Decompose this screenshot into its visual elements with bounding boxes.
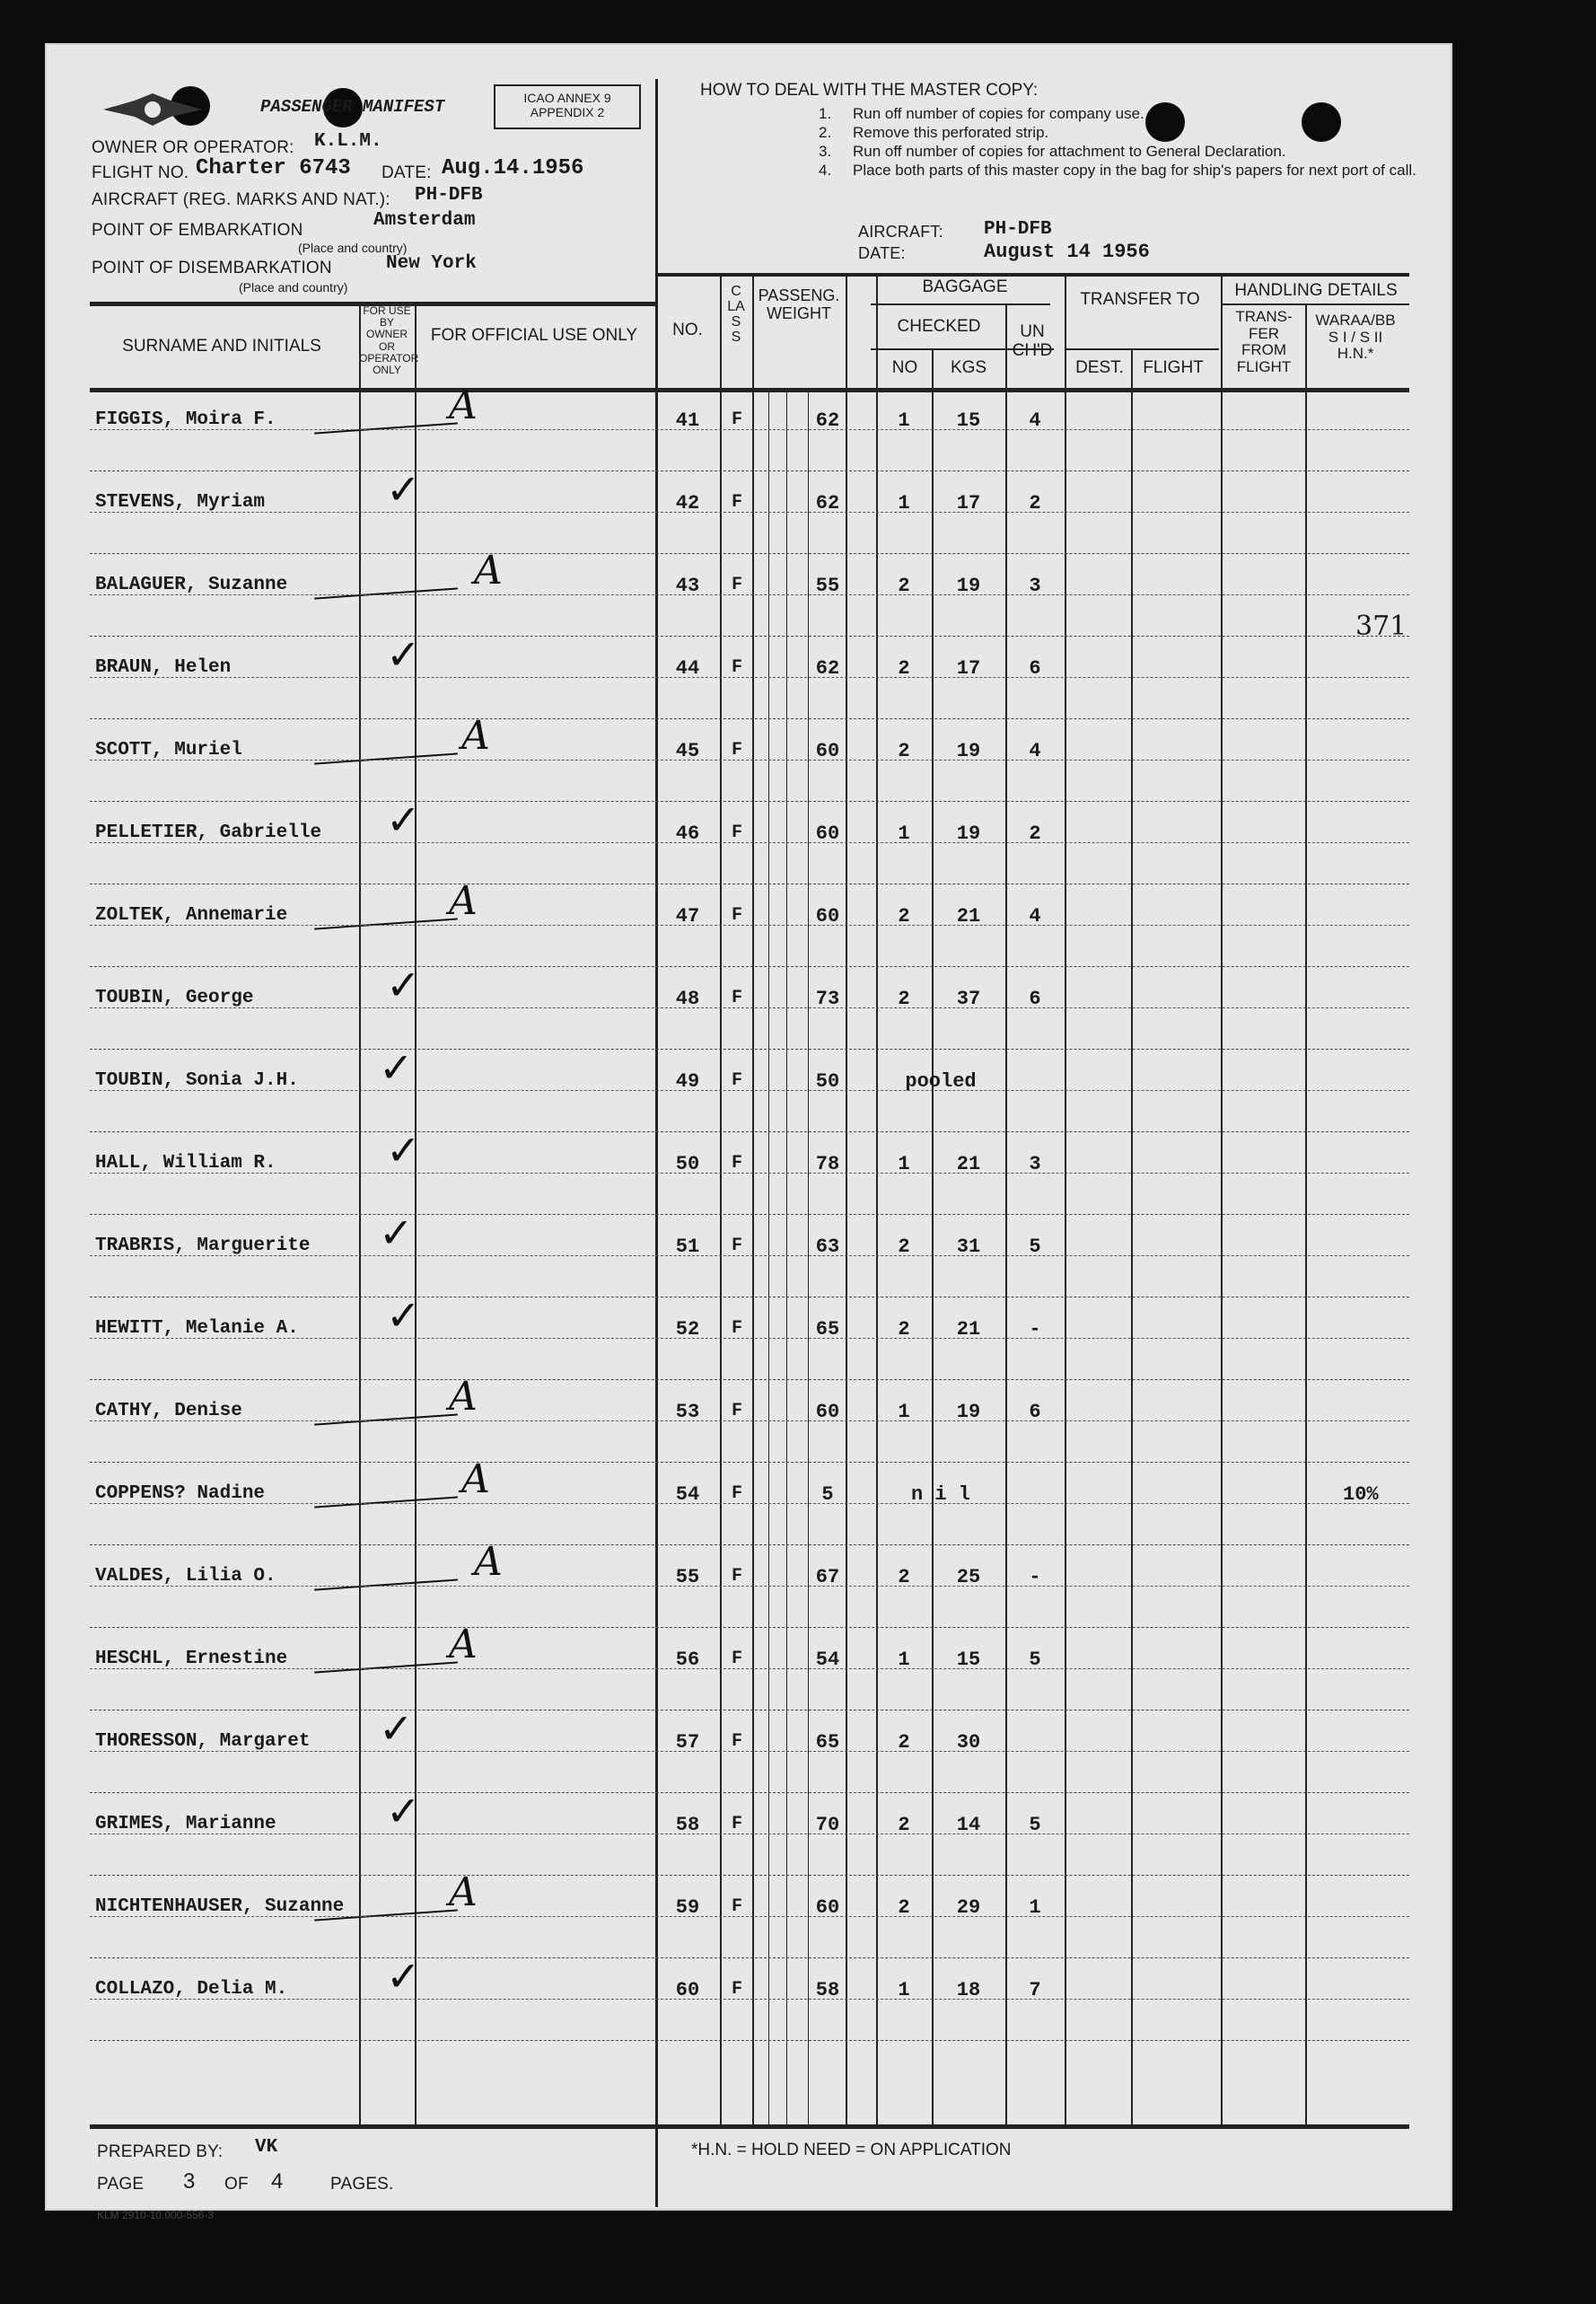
date-value: Aug.14.1956	[442, 156, 584, 180]
passenger-name: HEWITT, Melanie A.	[95, 1318, 299, 1339]
check-mark: ✓	[386, 1787, 421, 1835]
passenger-name: BALAGUER, Suzanne	[95, 575, 288, 595]
row-divider	[90, 1999, 1409, 2000]
col-waraa: WARAA/BB S I / S II H.N.*	[1315, 312, 1396, 363]
form-title: PASSENGER MANIFEST	[260, 97, 445, 117]
col-no: NO.	[672, 321, 703, 339]
passenger-weight: 55	[815, 575, 840, 597]
passenger-class: F	[731, 1401, 742, 1421]
baggage-unchecked: 3	[1029, 575, 1041, 597]
baggage-count: 1	[898, 822, 910, 845]
baggage-count: 2	[898, 740, 910, 762]
col-line	[786, 388, 787, 2124]
passenger-class: F	[731, 1814, 742, 1834]
passenger-no: 42	[675, 492, 700, 514]
baggage-count: 2	[898, 1896, 910, 1919]
check-mark: ✓	[386, 1952, 421, 2001]
baggage-count: 2	[898, 988, 910, 1010]
row-divider	[90, 1544, 1409, 1545]
official-mark-a: A	[474, 548, 503, 594]
form-code: KLM 2910-10.000-556-3	[97, 2209, 215, 2221]
col-class: CLASS	[727, 284, 745, 345]
baggage-unchecked: 5	[1029, 1236, 1041, 1258]
disembark-value: New York	[386, 253, 477, 274]
col-line	[808, 388, 809, 2124]
pen-stroke	[314, 1496, 458, 1508]
baggage-kgs: 21	[956, 1318, 981, 1341]
of-label: OF	[224, 2175, 249, 2194]
col-line	[846, 273, 847, 2124]
passenger-class: F	[731, 1649, 742, 1669]
baggage-unchecked: 6	[1029, 1401, 1041, 1423]
passenger-name: HESCHL, Ernestine	[95, 1649, 288, 1669]
col-line	[1131, 348, 1133, 2124]
passenger-weight: 60	[815, 905, 840, 928]
baggage-unchecked: 3	[1029, 1153, 1041, 1175]
row-divider	[90, 801, 1409, 802]
check-mark: ✓	[386, 796, 421, 844]
passenger-no: 56	[675, 1649, 700, 1671]
passenger-name: TRABRIS, Marguerite	[95, 1236, 311, 1256]
instruction-text: Place both parts of this master copy in the bag for ship's papers for next port of call.	[853, 162, 1416, 179]
passenger-weight: 60	[815, 1896, 840, 1919]
pen-stroke	[314, 918, 458, 929]
col-owner-use: FOR USE BY OWNER OR OPERATOR ONLY	[359, 304, 419, 376]
icao-line: APPENDIX 2	[530, 105, 605, 119]
baggage-count: 2	[898, 1236, 910, 1258]
passenger-weight: 67	[815, 1566, 840, 1588]
instr-date-value: August 14 1956	[984, 241, 1150, 263]
official-mark-a: A	[461, 713, 490, 759]
baggage-count: 2	[898, 1814, 910, 1836]
baggage-unchecked: 5	[1029, 1649, 1041, 1671]
instruction-item: 3. Run off number of copies for attachment to General Declaration.	[819, 143, 1286, 160]
rule	[90, 2124, 1409, 2129]
col-line	[752, 273, 754, 2124]
passenger-weight: 50	[815, 1070, 840, 1093]
baggage-unchecked: 7	[1029, 1979, 1041, 2001]
passenger-no: 41	[675, 409, 700, 432]
passenger-class: F	[731, 575, 742, 595]
instruction-item: 1. Run off number of copies for company use.	[819, 105, 1144, 122]
passenger-no: 57	[675, 1731, 700, 1754]
passenger-name: COPPENS? Nadine	[95, 1483, 266, 1504]
instructions-list	[819, 104, 1447, 180]
passenger-no: 52	[675, 1318, 700, 1341]
col-flight: FLIGHT	[1143, 358, 1204, 377]
pen-stroke	[314, 587, 458, 599]
col-baggage: BAGGAGE	[922, 277, 1008, 296]
passenger-class: F	[731, 1318, 742, 1339]
instruction-text: Run off number of copies for company use.	[853, 105, 1144, 122]
rule	[1223, 303, 1409, 305]
pen-stroke	[314, 422, 458, 434]
baggage-unchecked: -	[1029, 1566, 1041, 1588]
disembark-label: POINT OF DISEMBARKATION	[92, 259, 332, 277]
col-line	[1221, 273, 1223, 2124]
instr-aircraft-label: AIRCRAFT:	[858, 223, 943, 241]
passenger-class: F	[731, 1236, 742, 1256]
passenger-name: GRIMES, Marianne	[95, 1814, 276, 1834]
row-divider	[90, 512, 1409, 513]
prepared-label: PREPARED BY:	[97, 2142, 224, 2161]
passenger-weight: 65	[815, 1318, 840, 1341]
owner-label: OWNER OR OPERATOR:	[92, 138, 294, 157]
row-divider	[90, 1420, 1409, 1421]
aircraft-label: AIRCRAFT (REG. MARKS AND NAT.):	[92, 190, 390, 209]
rule	[871, 348, 1054, 350]
passenger-class: F	[731, 1070, 742, 1091]
passenger-name: CATHY, Denise	[95, 1401, 242, 1421]
manifest-sheet	[45, 43, 1452, 2221]
passenger-class: F	[731, 1153, 742, 1174]
official-mark-a: A	[449, 1374, 478, 1420]
row-divider	[90, 842, 1409, 843]
baggage-count: 2	[898, 1731, 910, 1754]
pages-label: PAGES.	[330, 2175, 394, 2194]
passenger-name: COLLAZO, Delia M.	[95, 1979, 288, 2000]
baggage-kgs: 14	[956, 1814, 981, 1836]
row-divider	[90, 718, 1409, 719]
instruction-text: Run off number of copies for attachment to General Declaration.	[853, 143, 1286, 160]
row-divider	[90, 1379, 1409, 1380]
row-divider	[90, 1214, 1409, 1215]
official-mark-a: A	[449, 1869, 478, 1915]
baggage-kgs: 21	[956, 905, 981, 928]
col-unchd: UN CH'D	[1012, 322, 1053, 360]
row-divider	[90, 1255, 1409, 1256]
rule	[655, 273, 1409, 277]
passenger-weight: 62	[815, 492, 840, 514]
baggage-unchecked: 4	[1029, 740, 1041, 762]
passenger-class: F	[731, 905, 742, 926]
klm-logo-icon	[99, 90, 206, 129]
passenger-no: 43	[675, 575, 700, 597]
passenger-name: HALL, William R.	[95, 1153, 276, 1174]
passenger-class: F	[731, 409, 742, 430]
page-label: PAGE	[97, 2175, 145, 2194]
row-divider	[90, 553, 1409, 554]
row-divider	[90, 1338, 1409, 1339]
row-divider	[90, 1049, 1409, 1050]
icao-line: ICAO ANNEX 9	[523, 91, 611, 105]
baggage-count: 1	[898, 1649, 910, 1671]
flight-value: Charter 6743	[196, 156, 351, 180]
row-divider	[90, 760, 1409, 761]
baggage-kgs: 19	[956, 822, 981, 845]
baggage-kgs: 15	[956, 1649, 981, 1671]
baggage-count: 1	[898, 409, 910, 432]
row-divider	[90, 925, 1409, 926]
passenger-name: VALDES, Lilia O.	[95, 1566, 276, 1587]
passenger-no: 49	[675, 1070, 700, 1093]
baggage-kgs: 31	[956, 1236, 981, 1258]
row-divider	[90, 1007, 1409, 1008]
col-line	[720, 273, 722, 2124]
col-line	[876, 273, 878, 2124]
row-divider	[90, 1916, 1409, 1917]
passenger-name: NICHTENHAUSER, Suzanne	[95, 1896, 345, 1917]
col-line	[1065, 273, 1066, 2124]
pen-stroke	[314, 1661, 458, 1673]
passenger-no: 46	[675, 822, 700, 845]
col-line	[768, 388, 769, 2124]
row-divider	[90, 1586, 1409, 1587]
baggage-count: 1	[898, 1979, 910, 2001]
baggage-unchecked: 6	[1029, 988, 1041, 1010]
row-divider	[90, 594, 1409, 595]
check-mark: ✓	[379, 1043, 414, 1092]
baggage-kgs: 37	[956, 988, 981, 1010]
pen-stroke	[314, 1579, 458, 1590]
row-divider	[90, 677, 1409, 678]
passenger-class: F	[731, 740, 742, 761]
passenger-weight: 65	[815, 1731, 840, 1754]
check-mark: ✓	[379, 1704, 414, 1753]
col-transfer: TRANSFER TO	[1080, 290, 1200, 309]
passenger-name: BRAUN, Helen	[95, 657, 232, 678]
baggage-count: 1	[898, 492, 910, 514]
col-bag-no: NO	[891, 358, 918, 377]
baggage-kgs: 19	[956, 575, 981, 597]
passenger-class: F	[731, 657, 742, 678]
row-divider	[90, 1462, 1409, 1463]
baggage-kgs: 18	[956, 1979, 981, 2001]
passenger-no: 55	[675, 1566, 700, 1588]
instructions-title: HOW TO DEAL WITH THE MASTER COPY:	[700, 81, 1039, 100]
instruction-item: 2. Remove this perforated strip.	[819, 124, 1049, 141]
passenger-weight: 78	[815, 1153, 840, 1175]
pen-stroke	[314, 752, 458, 764]
passenger-no: 44	[675, 657, 700, 680]
col-handling: HANDLING DETAILS	[1234, 281, 1398, 300]
passenger-name: TOUBIN, George	[95, 988, 254, 1008]
check-mark: ✓	[386, 1126, 421, 1174]
col-line	[415, 302, 417, 2124]
passenger-no: 58	[675, 1814, 700, 1836]
owner-value: K.L.M.	[314, 131, 382, 152]
passenger-name: FIGGIS, Moira F.	[95, 409, 276, 430]
passenger-name: TOUBIN, Sonia J.H.	[95, 1070, 299, 1091]
row-divider	[90, 1957, 1409, 1958]
check-mark: ✓	[386, 465, 421, 514]
instr-aircraft-value: PH-DFB	[984, 219, 1052, 240]
baggage-count: 2	[898, 1318, 910, 1341]
passenger-weight: 70	[815, 1814, 840, 1836]
passenger-no: 45	[675, 740, 700, 762]
check-mark: ✓	[386, 1291, 421, 1340]
row-divider	[90, 2040, 1409, 2041]
hn-note: *H.N. = HOLD NEED = ON APPLICATION	[691, 2141, 1012, 2159]
baggage-kgs: 19	[956, 1401, 981, 1423]
col-surname: SURNAME AND INITIALS	[122, 337, 321, 356]
passenger-weight: 60	[815, 740, 840, 762]
baggage-unchecked: 4	[1029, 905, 1041, 928]
perforation-line	[655, 79, 658, 2207]
check-mark: ✓	[379, 1209, 414, 1257]
passenger-no: 48	[675, 988, 700, 1010]
row-divider	[90, 1751, 1409, 1752]
baggage-kgs: 30	[956, 1731, 981, 1754]
passenger-class: F	[731, 1896, 742, 1917]
baggage-count: n i l	[910, 1483, 970, 1506]
row-divider	[90, 1131, 1409, 1132]
row-divider	[90, 429, 1409, 430]
baggage-count: 2	[898, 575, 910, 597]
handling-note: 371	[1355, 611, 1407, 642]
baggage-kgs: 25	[956, 1566, 981, 1588]
passenger-no: 53	[675, 1401, 700, 1423]
passenger-class: F	[731, 1566, 742, 1587]
passenger-weight: 60	[815, 822, 840, 845]
passenger-weight: 5	[821, 1483, 834, 1506]
row-divider	[90, 1875, 1409, 1876]
baggage-kgs: 17	[956, 657, 981, 680]
baggage-unchecked: 5	[1029, 1814, 1041, 1836]
passenger-no: 51	[675, 1236, 700, 1258]
baggage-kgs: 29	[956, 1896, 981, 1919]
row-divider	[90, 1503, 1409, 1504]
passenger-no: 59	[675, 1896, 700, 1919]
aircraft-value: PH-DFB	[415, 185, 483, 206]
passenger-name: SCOTT, Muriel	[95, 740, 242, 761]
baggage-kgs: 21	[956, 1153, 981, 1175]
col-official-use: FOR OFFICIAL USE ONLY	[430, 326, 638, 345]
passenger-no: 47	[675, 905, 700, 928]
passenger-name: STEVENS, Myriam	[95, 492, 266, 513]
passenger-class: F	[731, 1731, 742, 1752]
passenger-name: THORESSON, Margaret	[95, 1731, 311, 1752]
passenger-name: PELLETIER, Gabrielle	[95, 822, 322, 843]
prepared-value: VK	[255, 2137, 278, 2158]
row-divider	[90, 1627, 1409, 1628]
col-checked: CHECKED	[897, 317, 981, 336]
passenger-weight: 62	[815, 657, 840, 680]
passenger-name: ZOLTEK, Annemarie	[95, 905, 288, 926]
passenger-weight: 63	[815, 1236, 840, 1258]
baggage-unchecked: 6	[1029, 657, 1041, 680]
place-note: (Place and country)	[239, 280, 348, 295]
embark-label: POINT OF EMBARKATION	[92, 221, 303, 240]
official-mark-a: A	[461, 1456, 490, 1502]
col-kgs: KGS	[950, 358, 987, 377]
col-dest: DEST.	[1075, 358, 1124, 377]
col-transfer-from: TRANS- FER FROM FLIGHT	[1235, 308, 1293, 376]
baggage-unchecked: 2	[1029, 492, 1041, 514]
icao-box	[494, 84, 641, 129]
rule	[871, 303, 1050, 305]
official-mark-a: A	[449, 383, 478, 428]
row-divider	[90, 1090, 1409, 1091]
instr-date-label: DATE:	[858, 244, 906, 262]
passenger-weight: 60	[815, 1401, 840, 1423]
of-value: 4	[271, 2169, 284, 2194]
flight-label: FLIGHT NO.	[92, 163, 189, 182]
baggage-count: 1	[898, 1153, 910, 1175]
baggage-unchecked: -	[1029, 1318, 1041, 1341]
row-divider	[90, 470, 1409, 471]
passenger-class: F	[731, 1979, 742, 2000]
baggage-unchecked: 2	[1029, 822, 1041, 845]
embark-value: Amsterdam	[373, 210, 476, 231]
passenger-no: 50	[675, 1153, 700, 1175]
baggage-kgs: 19	[956, 740, 981, 762]
passenger-class: F	[731, 988, 742, 1008]
official-mark-a: A	[474, 1539, 503, 1585]
baggage-kgs: 15	[956, 409, 981, 432]
baggage-count: 2	[898, 1566, 910, 1588]
rule	[1065, 348, 1219, 350]
passenger-weight: 62	[815, 409, 840, 432]
baggage-count: 2	[898, 905, 910, 928]
row-divider	[90, 1792, 1409, 1793]
baggage-count: pooled	[905, 1070, 977, 1093]
passenger-weight: 73	[815, 988, 840, 1010]
check-mark: ✓	[386, 630, 421, 679]
instruction-item: 4. Place both parts of this master copy in the bag for ship's papers for next port of call.	[819, 162, 1416, 179]
pen-stroke	[314, 1413, 458, 1425]
passenger-no: 60	[675, 1979, 700, 2001]
row-divider	[90, 966, 1409, 967]
baggage-kgs: 17	[956, 492, 981, 514]
check-mark: ✓	[386, 961, 421, 1009]
rule	[90, 388, 1409, 392]
instruction-text: Remove this perforated strip.	[853, 124, 1049, 141]
col-weight: PASSENG. WEIGHT	[758, 286, 840, 322]
passenger-class: F	[731, 1483, 742, 1504]
row-divider	[90, 636, 1409, 637]
passenger-weight: 58	[815, 1979, 840, 2001]
baggage-count: 2	[898, 657, 910, 680]
row-divider	[90, 1668, 1409, 1669]
passenger-class: F	[731, 822, 742, 843]
col-line	[359, 302, 361, 2124]
official-mark-a: A	[449, 1622, 478, 1667]
place-note: (Place and country)	[298, 241, 408, 255]
page-value: 3	[183, 2169, 196, 2194]
passenger-class: F	[731, 492, 742, 513]
baggage-unchecked: 1	[1029, 1896, 1041, 1919]
row-divider	[90, 1173, 1409, 1174]
passenger-no: 54	[675, 1483, 700, 1506]
passenger-weight: 54	[815, 1649, 840, 1671]
handling-note: 10%	[1343, 1483, 1379, 1506]
date-label: DATE:	[381, 163, 432, 182]
baggage-count: 1	[898, 1401, 910, 1423]
official-mark-a: A	[449, 878, 478, 924]
baggage-unchecked: 4	[1029, 409, 1041, 432]
